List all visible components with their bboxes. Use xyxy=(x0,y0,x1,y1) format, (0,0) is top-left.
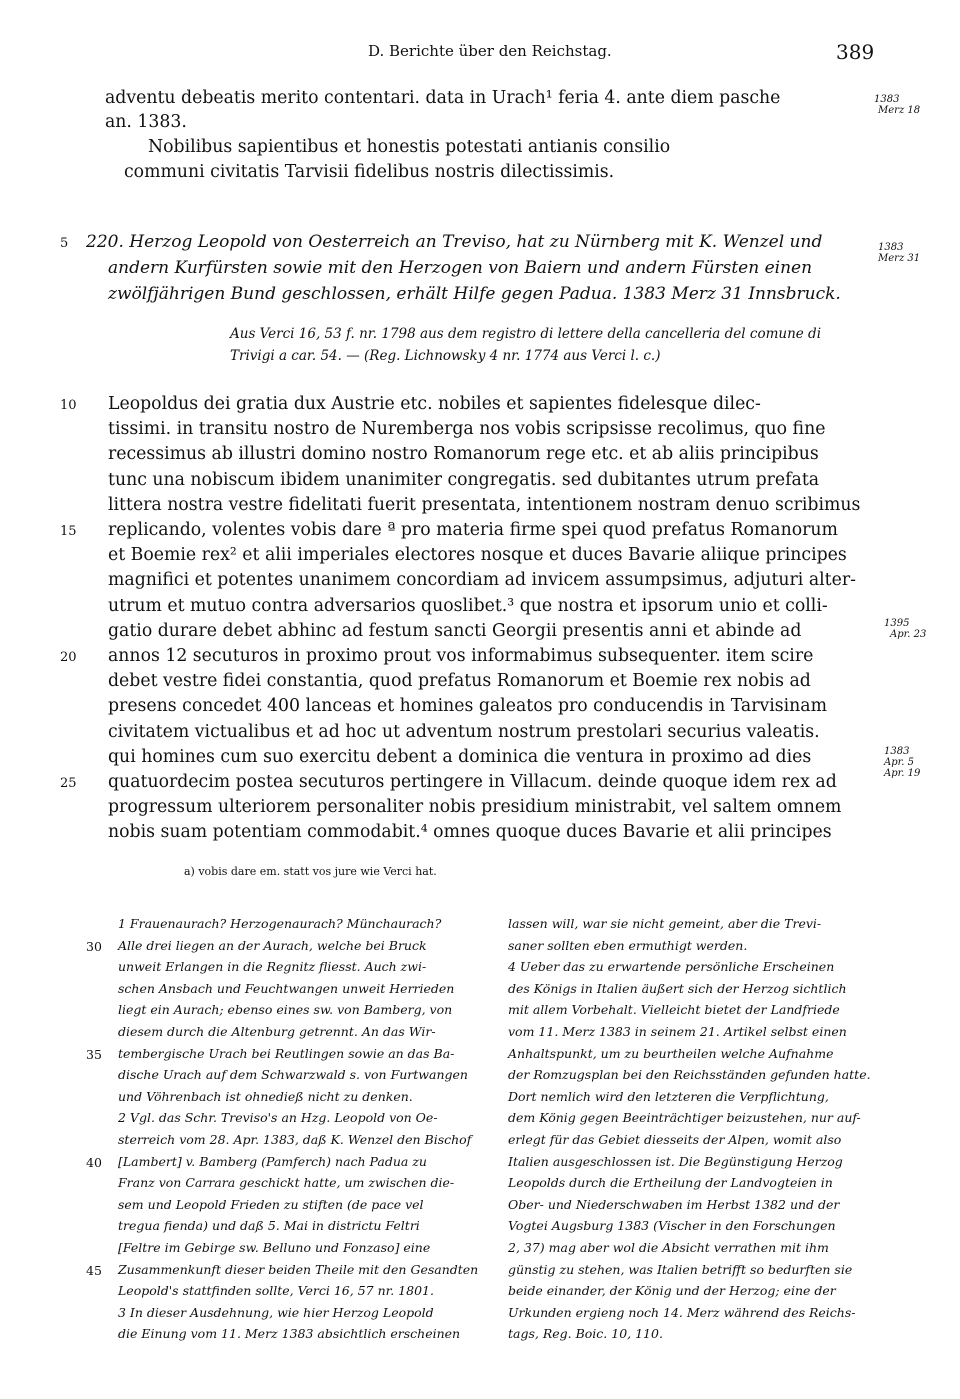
footnote-line: liegt ein Aurach; ebenso eines sw. von Bamberg, von xyxy=(118,1002,453,1018)
body-line: recessimus ab illustri domino nostro Romanorum rege etc. et ab aliis principibus xyxy=(108,444,819,465)
footnote-line: Zusammenkunft dieser beiden Theile mit den Gesandten xyxy=(118,1261,479,1277)
body-line: presens concedet 400 lanceas et homines galeatos pro conducendis in Tarvisinam xyxy=(108,696,827,717)
margin-note-1383-merz31 xyxy=(878,242,920,264)
footnote-line: lassen will, war sie nicht gemeint, aber die Trevi- xyxy=(508,916,822,931)
margin-year: 1395 xyxy=(884,618,910,629)
variant-note: a) vobis dare em. statt vos jure wie Verci hat. xyxy=(184,865,437,878)
footnote-line: Italien ausgeschlossen ist. Die Begünstigung Herzog xyxy=(508,1153,843,1169)
line-number: 45 xyxy=(86,1262,102,1278)
footnote-line: Leopolds durch die Ertheilung der Landvogteien in xyxy=(508,1175,833,1191)
body-line: et Boemie rex² et alii imperiales electores nosque et duces Bavarie aliique principes xyxy=(108,545,847,566)
page-number: 389 xyxy=(836,40,875,64)
margin-year: 1383 xyxy=(874,94,900,105)
doc-heading-line-1: 220. Herzog Leopold von Oesterreich an Treviso, hat zu Nürnberg mit K. Wenzel und xyxy=(86,232,823,252)
line-number: 15 xyxy=(60,524,77,539)
margin-year: 1383 xyxy=(878,242,904,253)
footnote-line: 2, 37) mag aber wol die Absicht verrathen mit ihm xyxy=(508,1240,829,1255)
body-line: progressum ulteriorem personaliter nobis presidium ministrabit, vel saltem omnem xyxy=(108,797,842,818)
footnote-line: Anhaltspunkt, um zu beurtheilen welche Aufnahme xyxy=(508,1045,834,1061)
footnote-line: sem und Leopold Frieden zu stiften (de pace vel xyxy=(118,1196,424,1212)
margin-date: Apr. 23 xyxy=(890,629,927,640)
footnote-line: vom 11. Merz 1383 in seinem 21. Artikel selbst einen xyxy=(508,1024,847,1039)
footnote-line: 3 In dieser Ausdehnung, wie hier Herzog Leopold xyxy=(118,1304,434,1320)
footnote-line: tembergische Urach bei Reutlingen sowie an das Ba- xyxy=(118,1045,455,1061)
body-line: nobis suam potentiam commodabit.⁴ omnes quoque duces Bavarie et alii principes xyxy=(108,822,832,843)
footnote-line: und Vöhrenbach ist ohnedieß nicht zu denken. xyxy=(118,1088,413,1104)
footnote-line: Franz von Carrara geschickt hatte, um zwischen die- xyxy=(118,1175,455,1191)
footnote-line: der Romzugsplan bei den Reichsständen gefunden hatte. xyxy=(508,1067,871,1083)
body-line: utrum et mutuo contra adversarios quoslibet.³ que nostra et ipsorum unio et colli- xyxy=(108,595,828,616)
footnote-line: diesem durch die Altenburg getrennt. An das Wir- xyxy=(118,1024,436,1039)
footnote-line: [Feltre im Gebirge sw. Belluno und Fonzaso] eine xyxy=(118,1240,431,1255)
footnote-line: saner sollten eben ermuthigt werden. xyxy=(508,937,748,953)
footnote-line: mit allem Vorbehalt. Vielleicht bietet der Landfriede xyxy=(508,1002,840,1018)
footnote-line: Leopold's stattfinden sollte, Verci 16, 57 nr. 1801. xyxy=(118,1283,434,1299)
footnote-line: die Einung vom 11. Merz 1383 absichtlich erscheinen xyxy=(118,1326,461,1342)
footnote-line: 1 Frauenaurach? Herzogenaurach? Münchaurach? xyxy=(118,916,442,931)
line-number: 25 xyxy=(60,776,77,791)
doc-heading-line-3: zwölfjährigen Bund geschlossen, erhält Hilfe gegen Padua. 1383 Merz 31 Innsbruck. xyxy=(108,284,841,304)
footnote-line: sterreich vom 28. Apr. 1383, daß K. Wenzel den Bischof xyxy=(118,1132,472,1147)
line-number: 40 xyxy=(86,1154,102,1170)
footnote-line: schen Ansbach und Feuchtwangen unweit Herrieden xyxy=(118,980,455,996)
body-line: quatuordecim postea secuturos pertingere in Villacum. deinde quoque idem rex ad xyxy=(108,772,837,792)
footnote-line: dische Urach auf dem Schwarzwald s. von Furtwangen xyxy=(118,1067,468,1083)
line-number: 35 xyxy=(86,1046,102,1062)
body-line: qui homines cum suo exercitu debent a dominica die ventura in proximo ad dies xyxy=(108,746,812,767)
body-line: tunc una nobiscum ibidem unanimiter congregatis. sed dubitantes utrum prefata xyxy=(108,469,820,490)
footnote-line: dem König gegen Beeinträchtiger beizustehen, nur auf- xyxy=(508,1110,861,1126)
source-line-2: Trivigi a car. 54. — (Reg. Lichnowsky 4 nr. 1774 aus Verci l. c.) xyxy=(230,348,661,364)
footnote-line: des Königs in Italien äußert sich der Herzog sichtlich xyxy=(508,980,847,996)
body-line: civitatem victualibus et ad hoc ut adventum nostrum prestolari securius valeatis. xyxy=(108,721,820,742)
footnote-line: Dort nemlich wird den letzteren die Verpflichtung, xyxy=(508,1088,829,1104)
body-line: magnifici et potentes unanimem concordiam ad invicem assumpsimus, adjuturi alter- xyxy=(108,570,856,591)
top-line-4: communi civitatis Tarvisii fidelibus nostris dilectissimis. xyxy=(124,162,615,182)
footnote-line: 2 Vgl. das Schr. Treviso's an Hzg. Leopold von Oe- xyxy=(118,1110,438,1126)
footnote-line: erlegt für das Gebiet diesseits der Alpen, womit also xyxy=(508,1132,842,1147)
margin-date: Merz 31 xyxy=(878,253,921,264)
body-line: littera nostra vestre fidelitati fuerit presentata, intentionem nostram denuo scribimus xyxy=(108,494,861,515)
body-line: annos 12 secuturos in proximo prout vos informabimus subsequenter. item scire xyxy=(108,646,814,666)
footnote-line: Urkunden ergieng noch 14. Merz während des Reichs- xyxy=(508,1304,856,1320)
footnote-line: günstig zu stehen, was Italien betrifft so bedurften sie xyxy=(508,1261,853,1277)
margin-note-1383-apr5 xyxy=(884,746,920,779)
line-number: 20 xyxy=(60,650,77,665)
footnote-line: Alle drei liegen an der Aurach, welche bei Bruck xyxy=(118,937,427,953)
running-title: D. Berichte über den Reichstag. xyxy=(368,42,612,60)
footnote-line: beide einander, der König und der Herzog; eine der xyxy=(508,1283,836,1299)
margin-date: Apr. 5 xyxy=(884,757,915,768)
top-line-1: adventu debeatis merito contentari. data in Urach¹ feria 4. ante diem pasche xyxy=(105,88,781,108)
margin-date: Merz 18 xyxy=(878,105,921,116)
margin-year: 1383 xyxy=(884,746,910,757)
margin-note-1383-merz18 xyxy=(874,94,920,116)
top-line-3: Nobilibus sapientibus et honestis potestati antianis consilio xyxy=(148,137,671,157)
footnote-line: 4 Ueber das zu erwartende persönliche Erscheinen xyxy=(508,959,835,975)
body-line: Leopoldus dei gratia dux Austrie etc. nobiles et sapientes fidelesque dilec- xyxy=(108,394,761,414)
footnote-line: Vogtei Augsburg 1383 (Vischer in den Forschungen xyxy=(508,1218,836,1234)
top-line-2: an. 1383. xyxy=(105,112,187,132)
footnote-line: unweit Erlangen in die Regnitz fliesst. Auch zwi- xyxy=(118,959,427,975)
source-line-1: Aus Verci 16, 53 f. nr. 1798 aus dem registro di lettere della cancelleria del comune di xyxy=(230,326,822,342)
footnote-line: tags, Reg. Boic. 10, 110. xyxy=(508,1326,663,1342)
body-line: gatio durare debet abhinc ad festum sancti Georgii presentis anni et abinde ad xyxy=(108,620,802,641)
body-line: replicando, volentes vobis dare ª pro materia firme spei quod prefatus Romanorum xyxy=(108,520,838,540)
margin-note-1395 xyxy=(884,618,926,640)
footnote-line: [Lambert] v. Bamberg (Pamferch) nach Padua zu xyxy=(118,1153,427,1169)
margin-date-2: Apr. 19 xyxy=(884,768,921,779)
body-line: tissimi. in transitu nostro de Nuremberga nos vobis scripsisse recolimus, quo fine xyxy=(108,419,826,440)
body-line: debet vestre fidei constantia, quod prefatus Romanorum et Boemie rex nobis ad xyxy=(108,671,811,692)
line-number: 30 xyxy=(86,938,102,954)
footnote-line: tregua fienda) und daß 5. Mai in districtu Feltri xyxy=(118,1218,420,1234)
footnote-line: Ober- und Niederschwaben im Herbst 1382 und der xyxy=(508,1196,840,1212)
line-number: 5 xyxy=(60,236,69,251)
line-number: 10 xyxy=(60,398,77,413)
doc-heading-line-2: andern Kurfürsten sowie mit den Herzogen von Baiern und andern Fürsten einen xyxy=(108,258,813,278)
